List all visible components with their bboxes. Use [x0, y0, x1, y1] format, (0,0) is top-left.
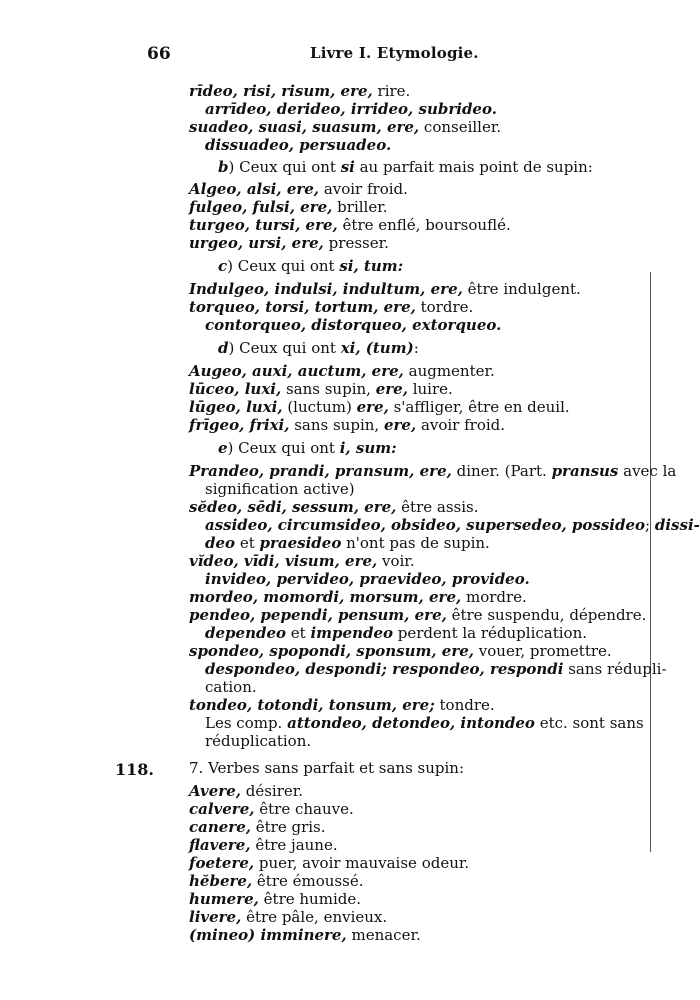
- latin-term: d: [218, 339, 229, 357]
- text-line: [189, 181, 408, 199]
- french-text: vouer, promettre.: [474, 642, 612, 660]
- french-text: (luctum): [282, 398, 357, 416]
- latin-term: Augeo, auxi, auctum, ere,: [189, 362, 404, 380]
- french-text: rire.: [372, 82, 411, 100]
- french-text: être chauve.: [254, 800, 354, 818]
- text-line: [205, 317, 501, 335]
- french-text: tondre.: [434, 696, 495, 714]
- text-line: [205, 679, 257, 697]
- french-text: être émoussé.: [252, 872, 364, 890]
- text-line: [189, 891, 361, 909]
- latin-term: i, sum:: [339, 439, 397, 457]
- latin-term: humere,: [189, 890, 259, 908]
- text-line: [205, 733, 311, 751]
- latin-term: praesideo: [259, 534, 342, 552]
- text-line: [189, 697, 495, 715]
- latin-term: Indulgeo, indulsi, indultum, ere,: [189, 280, 463, 298]
- latin-term: torqueo, torsi, tortum, ere,: [189, 298, 416, 316]
- french-text: avec la: [618, 462, 677, 480]
- text-line: [205, 517, 700, 535]
- page-number: 66: [147, 44, 171, 64]
- latin-term: deo: [205, 534, 236, 552]
- french-text: être jaune.: [250, 836, 338, 854]
- text-line: [189, 417, 505, 435]
- french-text: être indulgent.: [462, 280, 581, 298]
- latin-term: spondeo, spopondi, sponsum, ere,: [189, 642, 475, 660]
- french-text: perdent la réduplication.: [393, 624, 588, 642]
- margin-rule: [650, 272, 651, 852]
- text-line: [189, 217, 511, 235]
- text-line: [189, 199, 388, 217]
- text-line: [205, 101, 497, 119]
- latin-term: assideo, circumsideo, obsideo, supersedeo, possideo: [205, 516, 646, 534]
- latin-term: xi, (tum): [340, 339, 414, 357]
- latin-term: Algeo, alsi, ere,: [189, 180, 320, 198]
- french-text: avoir froid.: [319, 180, 408, 198]
- latin-term: ere,: [383, 416, 417, 434]
- french-text: être enflé, boursouflé.: [337, 216, 511, 234]
- text-line: [205, 571, 530, 589]
- text-line: [189, 83, 410, 101]
- latin-term: arrīdeo, derideo, irrideo, subrideo.: [205, 100, 497, 118]
- french-text: s'affliger, être en deuil.: [388, 398, 570, 416]
- text-line: [189, 119, 501, 137]
- french-text: au parfait mais point de supin:: [354, 158, 593, 176]
- latin-term: b: [218, 158, 229, 176]
- latin-term: turgeo, tursi, ere,: [189, 216, 338, 234]
- section-number: 118.: [115, 760, 154, 779]
- text-line: [205, 625, 587, 643]
- french-text: être gris.: [250, 818, 326, 836]
- text-line: [189, 783, 303, 801]
- french-text: sans supin,: [289, 416, 384, 434]
- french-text: désirer.: [240, 782, 304, 800]
- text-line: [189, 281, 581, 299]
- french-text: 7. Verbes sans parfait et sans supin:: [189, 759, 465, 777]
- french-text: et: [286, 624, 311, 642]
- french-text: tordre.: [415, 298, 474, 316]
- french-text: presser.: [323, 234, 389, 252]
- latin-term: invideo, pervideo, praevideo, provideo.: [205, 570, 530, 588]
- latin-term: vĭdeo, vīdi, visum, ere,: [189, 552, 378, 570]
- text-line: [189, 760, 464, 778]
- latin-term: hĕbere,: [189, 872, 253, 890]
- text-line: [189, 801, 354, 819]
- latin-term: urgeo, ursi, ere,: [189, 234, 324, 252]
- text-line: [189, 499, 479, 517]
- french-text: n'ont pas de supin.: [341, 534, 490, 552]
- latin-term: lūgeo, luxi,: [189, 398, 283, 416]
- text-line: [205, 661, 667, 679]
- latin-term: despondeo, despondi; respondeo, respondi: [205, 660, 564, 678]
- text-line: [189, 235, 389, 253]
- latin-term: calvere,: [189, 800, 255, 818]
- latin-term: flavere,: [189, 836, 251, 854]
- text-line: [189, 837, 338, 855]
- french-text: être assis.: [396, 498, 479, 516]
- french-text: ) Ceux qui ont: [227, 439, 340, 457]
- french-text: augmenter.: [403, 362, 495, 380]
- latin-term: pendeo, pependi, pensum, ere,: [189, 606, 447, 624]
- text-line: [189, 855, 469, 873]
- latin-term: Avere,: [189, 782, 241, 800]
- french-text: et: [235, 534, 260, 552]
- text-line: [189, 553, 415, 571]
- french-text: sans rédupli-: [563, 660, 667, 678]
- latin-term: ere,: [375, 380, 408, 398]
- french-text: briller.: [332, 198, 388, 216]
- text-line: [189, 589, 527, 607]
- latin-term: (mineo) imminere,: [189, 926, 347, 944]
- french-text: signification active): [205, 480, 355, 498]
- running-title: Livre I. Etymologie.: [310, 44, 479, 62]
- text-line: [189, 643, 612, 661]
- latin-term: dissuadeo, persuadeo.: [205, 136, 392, 154]
- french-text: menacer.: [346, 926, 421, 944]
- text-line: [218, 258, 403, 276]
- text-line: [189, 399, 570, 417]
- text-line: [189, 381, 453, 399]
- latin-term: e: [218, 439, 228, 457]
- french-text: cation.: [205, 678, 257, 696]
- latin-term: dependeo: [205, 624, 287, 642]
- text-line: [205, 481, 355, 499]
- french-text: être pâle, envieux.: [241, 908, 388, 926]
- latin-term: pransus: [551, 462, 619, 480]
- latin-term: suadeo, suasi, suasum, ere,: [189, 118, 420, 136]
- text-line: [189, 463, 676, 481]
- latin-term: si: [340, 158, 355, 176]
- latin-term: tondeo, totondi, tonsum, ere;: [189, 696, 435, 714]
- french-text: sans supin,: [281, 380, 376, 398]
- text-line: [189, 363, 495, 381]
- french-text: conseiller.: [419, 118, 502, 136]
- text-line: [205, 137, 391, 155]
- latin-term: attondeo, detondeo, intondeo: [287, 714, 535, 732]
- latin-term: mordeo, momordi, morsum, ere,: [189, 588, 462, 606]
- latin-term: frīgeo, frixi,: [189, 416, 290, 434]
- latin-term: sĕdeo, sēdi, sessum, ere,: [189, 498, 397, 516]
- text-line: [205, 535, 490, 553]
- french-text: être suspendu, dépendre.: [446, 606, 647, 624]
- text-line: [189, 607, 646, 625]
- text-line: [189, 909, 387, 927]
- french-text: ) Ceux qui ont: [227, 257, 340, 275]
- latin-term: livere,: [189, 908, 242, 926]
- latin-term: foetere,: [189, 854, 255, 872]
- french-text: :: [413, 339, 419, 357]
- text-line: [189, 299, 473, 317]
- page-header: [0, 44, 692, 66]
- text-line: [189, 873, 363, 891]
- latin-term: ere,: [356, 398, 389, 416]
- latin-term: dissi-: [654, 516, 700, 534]
- text-line: [189, 819, 326, 837]
- latin-term: impendeo: [310, 624, 394, 642]
- french-text: Les comp.: [205, 714, 288, 732]
- latin-term: canere,: [189, 818, 251, 836]
- latin-term: c: [218, 257, 228, 275]
- latin-term: Prandeo, prandi, pransum, ere,: [189, 462, 452, 480]
- french-text: réduplication.: [205, 732, 312, 750]
- french-text: voir.: [377, 552, 415, 570]
- latin-term: contorqueo, distorqueo, extorqueo.: [205, 316, 502, 334]
- french-text: etc. sont sans: [534, 714, 644, 732]
- text-line: [218, 440, 397, 458]
- french-text: être humide.: [258, 890, 361, 908]
- text-line: [189, 927, 421, 945]
- french-text: ) Ceux qui ont: [228, 339, 341, 357]
- latin-term: lūceo, luxi,: [189, 380, 282, 398]
- french-text: diner. (Part.: [451, 462, 552, 480]
- french-text: ) Ceux qui ont: [228, 158, 341, 176]
- text-line: [218, 340, 419, 358]
- french-text: mordre.: [461, 588, 527, 606]
- text-line: [205, 715, 644, 733]
- french-text: luire.: [407, 380, 453, 398]
- latin-term: fulgeo, fulsi, ere,: [189, 198, 333, 216]
- text-line: [218, 159, 593, 177]
- french-text: avoir froid.: [416, 416, 506, 434]
- french-text: puer, avoir mauvaise odeur.: [254, 854, 470, 872]
- latin-term: rīdeo, risi, risum, ere,: [189, 82, 373, 100]
- latin-term: si, tum:: [339, 257, 404, 275]
- french-text: ;: [645, 516, 655, 534]
